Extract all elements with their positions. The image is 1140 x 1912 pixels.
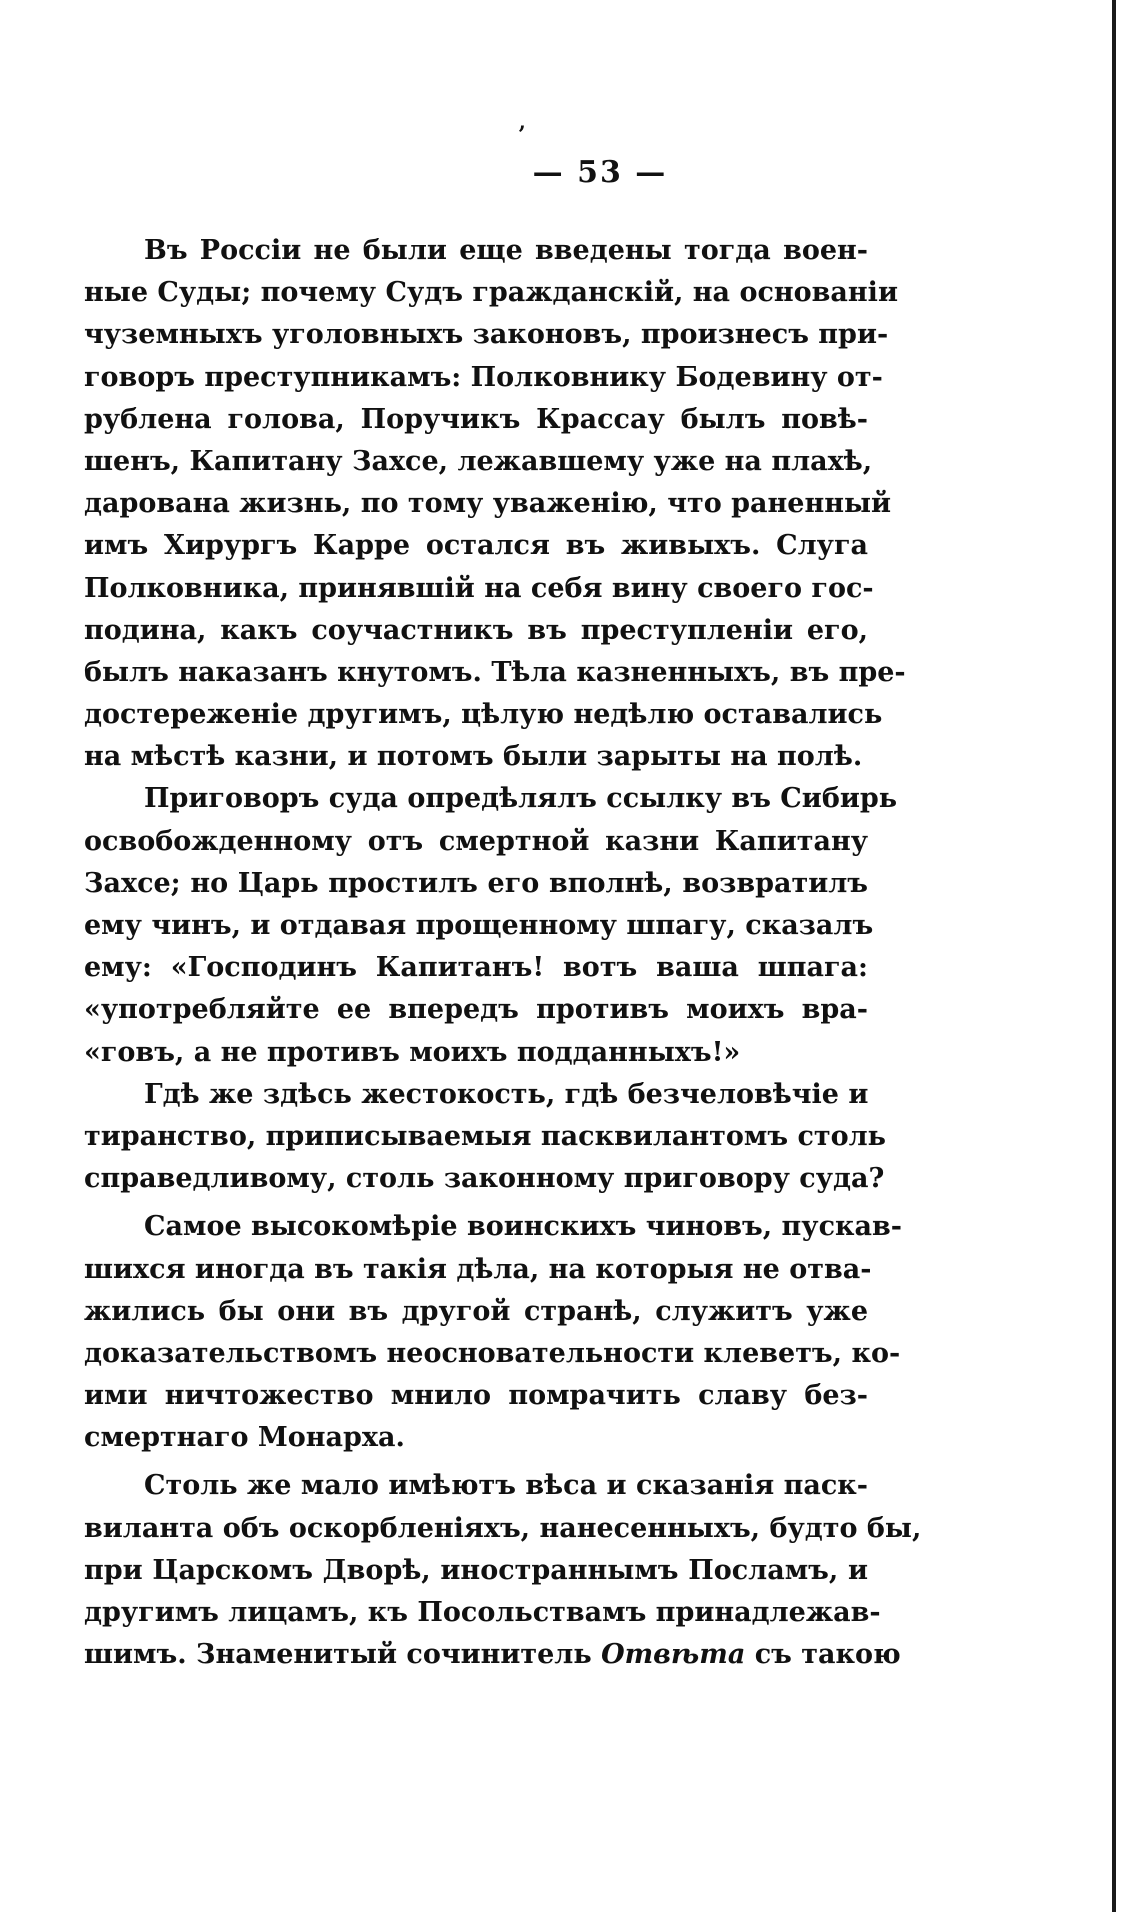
paragraph [84,1074,887,1201]
text-line: Приговоръ суда опредѣлялъ ссылку въ Сибирь [144,783,898,815]
text-line: ими ничтожество мнило помрачить славу без- [84,1380,868,1412]
text-line: ные Суды; почему Судъ гражданскій, на основаніи [84,277,898,309]
text-line: подина, какъ соучастникъ въ преступленіи его, [84,614,868,646]
line-start: шимъ. Знаменитый сочинитель [84,1639,592,1671]
text-line: Захсе; но Царь простилъ его вполнѣ, возвратилъ [84,867,868,899]
page-number: — 53 — [532,155,668,190]
text-line: смертнаго Монарха. [84,1422,405,1454]
text-line: Столь же мало имѣютъ вѣса и сказанія паск- [144,1470,868,1502]
text-line: на мѣстѣ казни, и потомъ были зарыты на полѣ. [84,741,863,773]
text-line: освобожденному отъ смертной казни Капитану [84,825,868,857]
ink-speck: ’ [518,122,526,148]
text-line: тиранство, приписываемыя пасквилантомъ столь [84,1120,887,1152]
text-line: достереженіе другимъ, цѣлую недѣлю оставались [84,699,883,731]
text-line: виланта объ оскорбленіяхъ, нанесенныхъ, будто бы, [84,1512,922,1544]
text-line: шихся иногда въ такія дѣла, на которыя не отва- [84,1253,872,1285]
paragraph [84,1465,922,1676]
text-line: былъ наказанъ кнутомъ. Тѣла казненныхъ, въ пре- [84,656,906,688]
text-line: жились бы они въ другой странѣ, служитъ уже [84,1295,868,1327]
work-title: Отвѣта [601,1639,746,1671]
text-line: дарована жизнь, по тому уваженію, что раненный [84,488,892,520]
text-line: Полковника, принявшій на себя вину своего гос- [84,572,874,604]
text-line: шенъ, Капитану Захсе, лежавшему уже на плахѣ, [84,445,873,477]
text-line: Въ Россіи не были еще введены тогда воен- [144,235,868,266]
text-line: чуземныхъ уголовныхъ законовъ, произнесъ при- [84,319,889,351]
text-line: доказательствомъ неосновательности клеветъ, ко- [84,1337,901,1369]
text-line: говоръ преступникамъ: Полковнику Бодевину от- [84,361,883,393]
text-line: ему: «Господинъ Капитанъ! вотъ ваша шпага: [84,952,868,984]
text-line: при Царскомъ Дворѣ, иностраннымъ Посламъ, и [84,1554,868,1586]
paragraph [84,230,906,778]
text-line: «употребляйте ее впередъ противъ моихъ вра- [84,994,868,1026]
paragraph [84,778,898,1073]
body-text [84,230,922,1676]
text-line: «говъ, а не противъ моихъ подданныхъ!» [84,1036,741,1068]
text-line: рублена голова, Поручикъ Крассау былъ повѣ- [84,403,868,435]
scan-edge-rule [1112,0,1116,1912]
paragraph [84,1206,902,1459]
text-line: ему чинъ, и отдавая прощенному шпагу, сказалъ [84,910,874,941]
line-end: съ такою [754,1639,901,1671]
text-line [84,1634,901,1676]
text-line: Самое высокомѣріе воинскихъ чиновъ, пускав- [144,1211,902,1243]
text-line: справедливому, столь законному приговору суда? [84,1163,885,1195]
text-line: имъ Хирургъ Карре остался въ живыхъ. Слуга [84,530,868,562]
text-line: другимъ лицамъ, къ Посольствамъ принадлежав- [84,1597,881,1628]
text-line: Гдѣ же здѣсь жестокость, гдѣ безчеловѣчіе и [144,1078,869,1110]
